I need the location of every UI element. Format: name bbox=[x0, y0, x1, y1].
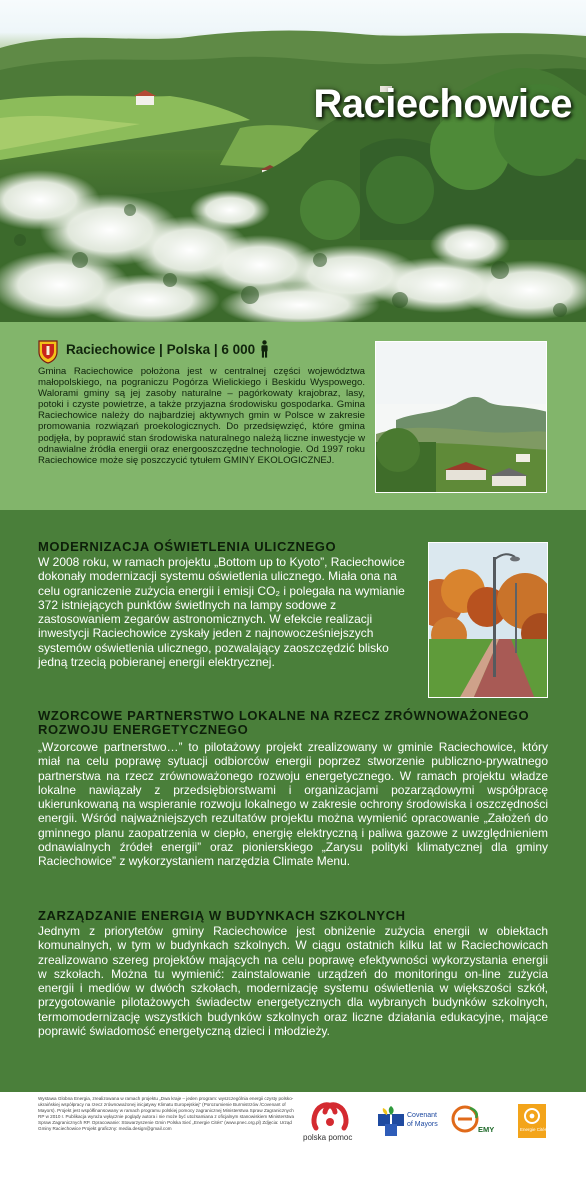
page-title: Raciechowice bbox=[313, 82, 572, 126]
section-text-street-lighting: W 2008 roku, w ramach projektu „Bottom up to Kyoto”, Raciechowice dokonały modernizacji systemu oświetlenia ulicznego. Miała ona na celu ograniczenie zużycia energii i emisji CO₂ i polegała na wymianie 372 istniejących punktów świetlnych na lampy sodowe z zastosowaniem zegarów astronomicznych. W efekcie realizacji inwestycji Raciechowice zyskały jeden z najnowocześniejszych systemów oświetlenia ulicznego, pozwalający zaoszczędzić blisko jedną trzecią pobieranej energii elektrycznej. bbox=[38, 555, 405, 670]
section-title-partnership: WZORCOWE PARTNERSTWO LOKALNE NA RZECZ ZRÓWNOWAŻONEGO ROZWOJU ENERGETYCZNEGO bbox=[38, 708, 530, 737]
covenant-label-line2: of Mayors bbox=[407, 1121, 438, 1128]
emy-logo bbox=[450, 1104, 480, 1134]
municipality-heading: Raciechowice | Polska | 6 000 bbox=[66, 342, 256, 357]
hero-banner bbox=[0, 0, 586, 322]
energie-cites-label: Energie Cités bbox=[520, 1127, 548, 1132]
section-text-partnership: „Wzorcowe partnerstwo…” to pilotażowy projekt zrealizowany w gminie Raciechowice, który miał na celu poprawę sytuacji odbiorców energii poprzez stworzenie publiczno-prywatnego partnerstwa na rzecz zrównoważonego rozwoju energetycznego. W ramach projektu władze lokalne nawiązały z przedsiębiorstwami i organizacjami pozarządowymi współpracę ukierunkowaną na wspieranie rozwoju lokalnego w zakresie ochrony środowiska i oszczędności energii. Wśród najważniejszych rezultatów projektu można wymienić opracowanie „Założeń do gminnego planu zaopatrzenia w ciepło, energię elektryczną i paliwa gazowe z uwzględnieniem odnawialnych źródeł energii” oraz pionierskiego „Zarysu polityki klimatycznej dla gminy Raciechowice” z wykorzystaniem narzędzia Climate Menu. bbox=[38, 740, 548, 869]
polska-pomoc-label: polska pomoc bbox=[303, 1133, 353, 1142]
polska-pomoc-logo bbox=[308, 1100, 352, 1132]
person-icon bbox=[260, 340, 269, 358]
street-lighting-photo bbox=[428, 542, 548, 698]
section-text-school-energy: Jednym z priorytetów gminy Raciechowice jest obniżenie zużycia energii w obiektach komunalnych, w tym w budynkach szkolnych. W ciągu ostatnich kilku lat w Raciechowicach zrealizowano szereg projektów mających na celu poprawę efektywności wykorzystania energii w szkołach. Można tu wymienić: zainstalowanie urządzeń do monitoringu on-line zużycia energii i mediów w dwóch szkołach, modernizację systemu oświetlenia w większości szkół, przygotowanie pilotażowych świadectw energetycznych dla wybranych budynków szkolnych, termomodernizację wszystkich budynków szkolnych oraz liczne działania edukacyjne, mające poprawić świadomość energetyczną dzieci i młodzieży. bbox=[38, 924, 548, 1039]
village-photo bbox=[375, 341, 547, 493]
covenant-of-mayors-logo bbox=[376, 1104, 406, 1136]
section-title-street-lighting: MODERNIZACJA OŚWIETLENIA ULICZNEGO bbox=[38, 539, 337, 554]
energie-cites-logo bbox=[518, 1104, 546, 1138]
section-title-school-energy: ZARZĄDZANIE ENERGIĄ W BUDYNKACH SZKOLNYCH bbox=[38, 908, 406, 923]
landscape-photo bbox=[0, 0, 586, 322]
coat-of-arms-icon bbox=[38, 340, 58, 364]
emy-label: EMY bbox=[478, 1125, 495, 1134]
covenant-label-line1: Covenant bbox=[407, 1112, 437, 1119]
footer-credits: Wystawa Globna Energia, zrealizowana w ramach projektu „Dwa kraje – jeden program: wyszczególnia energii czysty polsko-ukraińskiej współpracy na rzecz zrównoważonej inicjatywy Klimatu Europejskiej” (Porozumienie Burmistrzów /Covenant of Mayors). Projekt jest współfinansowany w ramach programu polskiej pomocy zagranicznej Ministerstwa Spraw Zagranicznych RP w 2010 r. Publikacja wyraża wyłącznie poglądy autora i nie może być utożsamiana z oficjalnym stanowiskiem Ministerstwa Spraw Zagranicznych RP. Opracowanie: Stowarzyszenie Gmin Polska Sieć „Energie Cités” (www.pnec.org.pl) Zdjęcia: Urząd Gminy Raciechowice Projekt graficzny: media.design@gmail.com bbox=[38, 1096, 295, 1131]
municipality-description: Gmina Raciechowice położona jest w centralnej części województwa małopolskiego, na pograniczu Pogórza Wielickiego i Beskidu Wyspowego. Walorami gminy są jej zasoby naturalne – pagórkowaty krajobraz, lasy, potoki i czyste powietrze, a także przyjazna środowisku gospodarka. Gmina Raciechowice należy do najbardziej aktywnych gmin w Polsce w zakresie promowania rozwiązań proekologicznych. Do przedsięwzięć, które gmina podjęła, by poprawić stan środowiska naturalnego należą liczne inwestycje w odnawialne źródła energii oraz energooszczędne technologie. Od 1997 roku Raciechowice może się poszczycić tytułem GMINY EKOLOGICZNEJ. bbox=[38, 366, 365, 466]
